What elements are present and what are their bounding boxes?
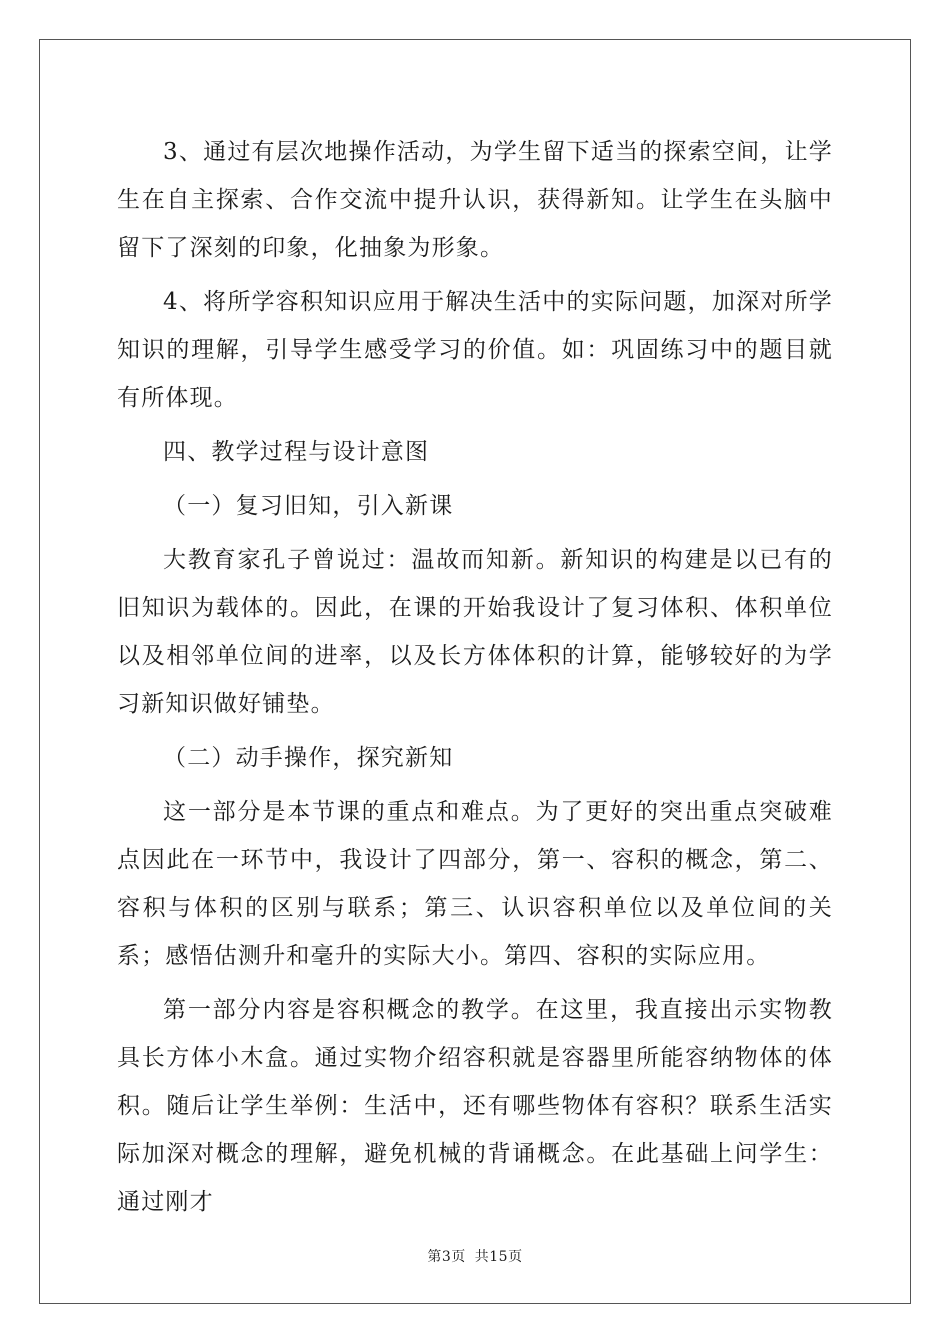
paragraph-volume-concept: 第一部分内容是容积概念的教学。在这里，我直接出示实物教具长方体小木盒。通过实物介绍容积就是容器里所能容纳物体的体积。随后让学生举例：生活中，还有哪些物体有容积？联系生活实际加深对概念的理解，避免机械的背诵概念。在此基础上问学生：通过刚才 bbox=[117, 997, 833, 1215]
paragraph-4: 4、将所学容积知识应用于解决生活中的实际问题，加深对所学知识的理解，引导学生感受学习的价值。如：巩固练习中的题目就有所体现。 bbox=[117, 289, 833, 411]
total-pages-label: 共15页 bbox=[474, 1249, 523, 1265]
page-footer bbox=[0, 1246, 950, 1266]
paragraph-3: 3、通过有层次地操作活动，为学生留下适当的探索空间，让学生在自主探索、合作交流中提升认识，获得新知。让学生在头脑中留下了深刻的印象，化抽象为形象。 bbox=[117, 139, 833, 261]
paragraph-review: 大教育家孔子曾说过：温故而知新。新知识的构建是以已有的旧知识为载体的。因此，在课的开始我设计了复习体积、体积单位以及相邻单位间的进率，以及长方体体积的计算，能够较好的为学习新知识做好铺垫。 bbox=[117, 547, 833, 717]
document-body bbox=[117, 128, 833, 1232]
subheading-review: （一）复习旧知，引入新课 bbox=[163, 493, 454, 519]
current-page-label: 第3页 bbox=[427, 1249, 466, 1265]
subheading-hands-on: （二）动手操作，探究新知 bbox=[163, 745, 454, 771]
paragraph-key-points: 这一部分是本节课的重点和难点。为了更好的突出重点突破难点因此在一环节中，我设计了四部分，第一、容积的概念，第二、容积与体积的区别与联系；第三、认识容积单位以及单位间的关系；感悟估测升和毫升的实际大小。第四、容积的实际应用。 bbox=[117, 799, 833, 969]
section-heading-teaching-process: 四、教学过程与设计意图 bbox=[163, 439, 430, 465]
